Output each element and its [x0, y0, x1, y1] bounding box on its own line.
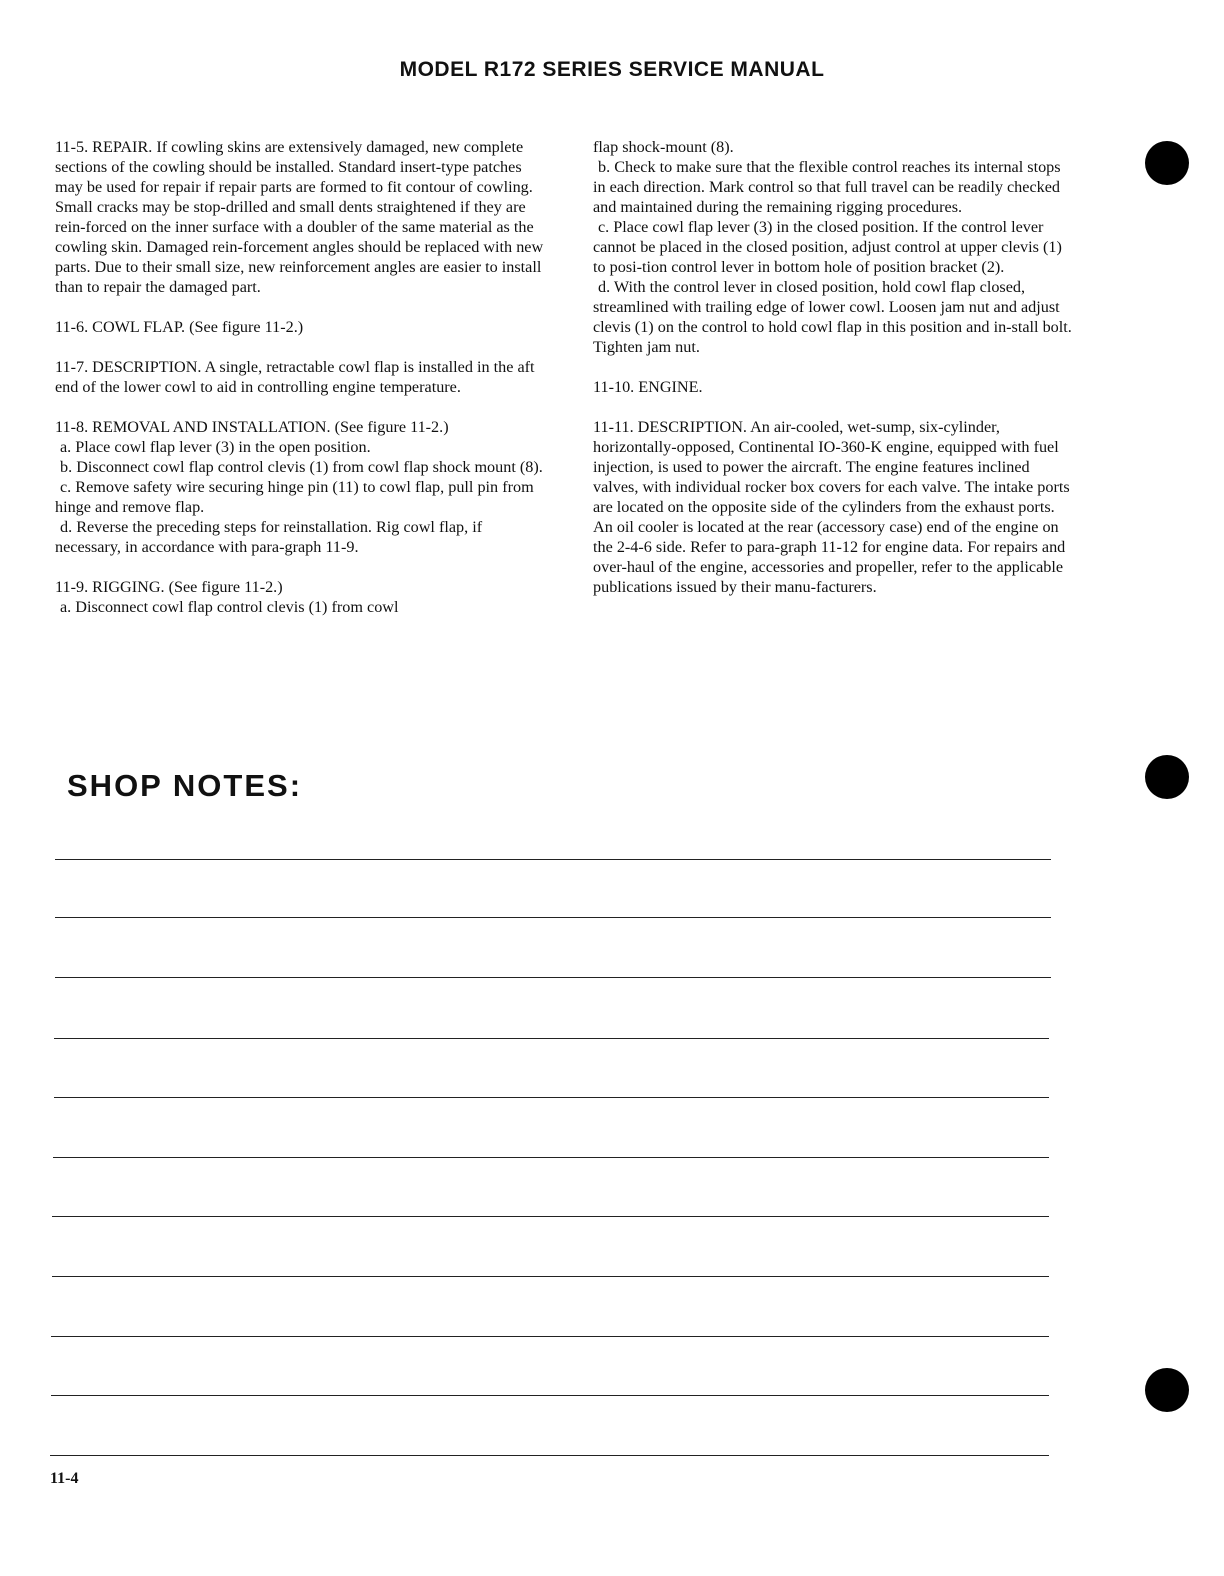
note-line [55, 859, 1051, 860]
rigging-step-c: c. Place cowl flap lever (3) in the closed position. If the control lever cannot be placed in the closed position, adjust control at upper clevis (1) to posi-tion control lever in bottom hole of position bracket (2). [593, 218, 1062, 276]
paragraph-engine-description: 11-11. DESCRIPTION. An air-cooled, wet-sump, six-cylinder, horizontally-opposed, Continental IO-360-K engine, equipped with fuel injection, is used to power the aircraft. The engine features inclined valves, with individual rocker box covers for each valve. The intake ports are located on the opposite side of the cylinders from the exhaust ports. An oil cooler is located at the rear (accessory case) end of the engine on the 2-4-6 side. Refer to para-graph 11-12 for engine data. For repairs and over-haul of the engine, accessories and propeller, refer to the applicable publications issued by their manu-facturers. [593, 418, 1070, 596]
left-column [55, 137, 550, 617]
note-line [51, 1395, 1049, 1396]
rigging-step-b: b. Check to make sure that the flexible control reaches its internal stops in each direction. Mark control so that full travel can be readily checked and maintained during the remaining rigging procedures. [593, 158, 1061, 216]
note-line [53, 1157, 1049, 1158]
rigging-step-a-continued: flap shock-mount (8). [593, 138, 734, 156]
step-c: c. Remove safety wire securing hinge pin (11) to cowl flap, pull pin from hinge and remove flap. [55, 478, 534, 516]
step-a: a. Place cowl flap lever (3) in the open position. [60, 438, 371, 456]
note-line [51, 1336, 1049, 1337]
rigging-step-a: a. Disconnect cowl flap control clevis (1) from cowl [60, 598, 399, 616]
heading-cowl-flap: 11-6. COWL FLAP. (See figure 11-2.) [55, 318, 304, 336]
shop-notes-label: SHOP NOTES: [67, 768, 303, 803]
paragraph-repair: 11-5. REPAIR. If cowling skins are extensively damaged, new complete sections of the cowling should be installed. Standard insert-type patches may be used for repair if repair parts are formed to fit contour of cowling. Small cracks may be stop-drilled and small dents straightened if they are rein-forced on the inner surface with a doubler of the same material as the cowling skin. Damaged rein-forcement angles should be replaced with new parts. Due to their small size, new reinforcement angles are easier to install than to repair the damaged part. [55, 138, 544, 296]
paragraph-description: 11-7. DESCRIPTION. A single, retractable cowl flap is installed in the aft end of the lower cowl to aid in controlling engine temperature. [55, 358, 535, 396]
note-line [52, 1216, 1049, 1217]
page-header: MODEL R172 SERIES SERVICE MANUAL [399, 58, 825, 81]
right-column [593, 137, 1073, 597]
binder-hole [1145, 755, 1189, 799]
binder-hole [1145, 1368, 1189, 1412]
rigging-step-d: d. With the control lever in closed position, hold cowl flap closed, streamlined with trailing edge of lower cowl. Loosen jam nut and adjust clevis (1) on the control to hold cowl flap in this position and in-stall bolt. Tighten jam nut. [593, 278, 1072, 356]
heading-engine: 11-10. ENGINE. [593, 378, 703, 396]
note-line [50, 1455, 1049, 1456]
note-line [52, 1276, 1049, 1277]
heading-removal-installation: 11-8. REMOVAL AND INSTALLATION. (See figure 11-2.) [55, 418, 449, 436]
note-line [54, 1038, 1049, 1039]
note-line [54, 1097, 1049, 1098]
page-number: 11-4 [50, 1470, 79, 1487]
binder-hole [1145, 141, 1189, 185]
note-line [55, 917, 1051, 918]
step-d: d. Reverse the preceding steps for reinstallation. Rig cowl flap, if necessary, in accordance with para-graph 11-9. [55, 518, 483, 556]
note-line [55, 977, 1051, 978]
heading-rigging: 11-9. RIGGING. (See figure 11-2.) [55, 578, 283, 596]
step-b: b. Disconnect cowl flap control clevis (1) from cowl flap shock mount (8). [60, 458, 543, 476]
